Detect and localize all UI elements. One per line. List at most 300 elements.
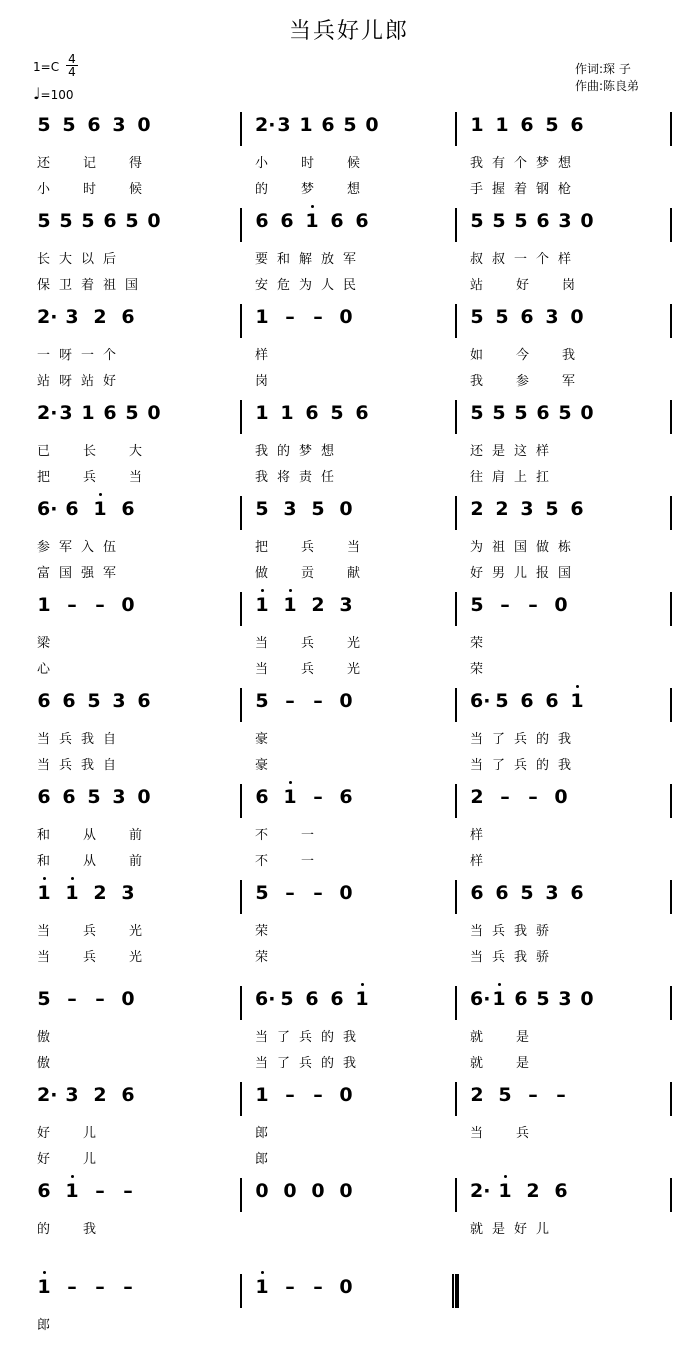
- note: 0: [121, 594, 135, 616]
- note: 6: [103, 210, 117, 232]
- bar-line: [455, 880, 457, 914]
- note: 6: [339, 786, 353, 808]
- bar-line: [670, 880, 672, 914]
- note: 0: [580, 988, 594, 1010]
- lyric-syllable: 我: [558, 758, 572, 773]
- note: 6: [520, 690, 534, 712]
- lyric-syllable: 兵: [299, 1056, 313, 1071]
- note: 1: [255, 1084, 269, 1106]
- note: 6·: [255, 988, 276, 1010]
- lyric-syllable: 个: [514, 156, 528, 171]
- lyric-syllable: 栋: [558, 540, 572, 555]
- high-octave-dot: [71, 877, 74, 880]
- lyric-syllable: 以: [81, 252, 95, 267]
- note: 6: [570, 114, 584, 136]
- lyric-syllable: 样: [255, 348, 269, 363]
- note: 3: [558, 988, 572, 1010]
- lyric-syllable: 人: [321, 278, 335, 293]
- lyric-syllable: 荣: [470, 662, 484, 677]
- note: 5: [125, 210, 139, 232]
- time-signature: [66, 53, 78, 78]
- lyric-syllable: 当: [37, 758, 51, 773]
- note: 6: [570, 882, 584, 904]
- bar-line: [455, 112, 457, 146]
- bar-line: [670, 592, 672, 626]
- lyric-syllable: 傲: [37, 1030, 51, 1045]
- bar-line: [240, 1178, 242, 1212]
- lyric-syllable: 报: [536, 566, 550, 581]
- lyric-syllable: 国: [558, 566, 572, 581]
- lyric-syllable: 了: [492, 732, 506, 747]
- lyric-syllable: 光: [347, 662, 361, 677]
- bar-line: [455, 1178, 457, 1212]
- note: 0: [311, 1180, 325, 1202]
- lyric-syllable: 大: [59, 252, 73, 267]
- lyric-syllable: 样: [470, 854, 484, 869]
- key-signature: 1=C: [33, 60, 60, 74]
- lyric-syllable: 国: [59, 566, 73, 581]
- lyric-syllable: 好: [103, 374, 117, 389]
- bar-line: [670, 496, 672, 530]
- score-system: [0, 1082, 698, 1178]
- lyric-syllable: 得: [129, 156, 143, 171]
- lyric-syllable: 荣: [470, 636, 484, 651]
- high-octave-dot: [289, 781, 292, 784]
- note: 6: [330, 210, 344, 232]
- note: 5: [255, 882, 269, 904]
- note: 5: [62, 114, 76, 136]
- note: 1: [37, 594, 51, 616]
- bar-line: [455, 208, 457, 242]
- lyric-syllable: 是: [516, 1056, 530, 1071]
- lyric-syllable: 当: [470, 758, 484, 773]
- score-system: [0, 496, 698, 592]
- note: 1: [93, 498, 107, 520]
- lyric-syllable: 富: [37, 566, 51, 581]
- note: 1: [255, 1276, 269, 1298]
- high-octave-dot: [43, 1271, 46, 1274]
- lyric-syllable: 当: [255, 662, 269, 677]
- lyric-syllable: 长: [37, 252, 51, 267]
- lyric-syllable: 着: [81, 278, 95, 293]
- note: 2: [93, 306, 107, 328]
- bar-line: [455, 496, 457, 530]
- lyric-syllable: 扛: [536, 470, 550, 485]
- note: 0: [283, 1180, 297, 1202]
- score-system: [0, 400, 698, 496]
- note: 6·: [470, 988, 491, 1010]
- lyric-syllable: 自: [103, 732, 117, 747]
- lyric-syllable: 入: [81, 540, 95, 555]
- note: 1: [280, 402, 294, 424]
- note: 6: [330, 988, 344, 1010]
- high-octave-dot: [71, 1175, 74, 1178]
- time-denominator: 4: [66, 65, 78, 78]
- note: 6: [514, 988, 528, 1010]
- note: 5: [492, 402, 506, 424]
- note: 6: [37, 786, 51, 808]
- lyric-syllable: 就: [470, 1056, 484, 1071]
- lyric-syllable: 就: [470, 1222, 484, 1237]
- lyric-syllable: 想: [558, 156, 572, 171]
- bar-line: [455, 1082, 457, 1116]
- score-system: [0, 688, 698, 784]
- high-octave-dot: [504, 1175, 507, 1178]
- note: –: [556, 1084, 566, 1106]
- note: 5: [87, 786, 101, 808]
- bar-line: [240, 1274, 242, 1308]
- note: 5: [343, 114, 357, 136]
- note: 6: [536, 210, 550, 232]
- note: 0: [554, 594, 568, 616]
- lyric-syllable: 梦: [299, 444, 313, 459]
- lyric-syllable: 儿: [83, 1152, 97, 1167]
- bar-line: [455, 592, 457, 626]
- bar-line: [670, 208, 672, 242]
- lyric-syllable: 后: [103, 252, 117, 267]
- quarter-note-icon: ♩: [33, 84, 41, 103]
- note: 6: [355, 210, 369, 232]
- note: 5: [311, 498, 325, 520]
- lyric-syllable: 我: [81, 758, 95, 773]
- lyric-syllable: 已: [37, 444, 51, 459]
- lyric-syllable: 当: [37, 924, 51, 939]
- note: 1: [498, 1180, 512, 1202]
- lyric-syllable: 祖: [492, 540, 506, 555]
- lyric-syllable: 如: [470, 348, 484, 363]
- lyric-syllable: 光: [129, 924, 143, 939]
- lyric-syllable: 军: [59, 540, 73, 555]
- lyric-syllable: 当: [255, 1030, 269, 1045]
- lyric-syllable: 参: [37, 540, 51, 555]
- lyric-syllable: 的: [536, 758, 550, 773]
- lyric-syllable: 兵: [83, 950, 97, 965]
- note: 0: [580, 402, 594, 424]
- lyric-syllable: 兵: [301, 636, 315, 651]
- note: 6: [103, 402, 117, 424]
- lyric-syllable: 好: [516, 278, 530, 293]
- note: 5: [558, 402, 572, 424]
- note: 6: [280, 210, 294, 232]
- note: –: [285, 1276, 295, 1298]
- note: –: [95, 1180, 105, 1202]
- note: 0: [121, 988, 135, 1010]
- note: 0: [255, 1180, 269, 1202]
- note: 5: [37, 114, 51, 136]
- lyric-syllable: 叔: [492, 252, 506, 267]
- lyric-syllable: 危: [277, 278, 291, 293]
- lyric-syllable: 国: [125, 278, 139, 293]
- lyric-syllable: 的: [255, 182, 269, 197]
- lyric-syllable: 还: [470, 444, 484, 459]
- note: 0: [339, 306, 353, 328]
- lyric-syllable: 郎: [37, 1318, 51, 1333]
- bar-line: [240, 400, 242, 434]
- lyric-syllable: 握: [492, 182, 506, 197]
- note: 1: [305, 210, 319, 232]
- lyric-syllable: 兵: [301, 540, 315, 555]
- lyric-syllable: 岗: [255, 374, 269, 389]
- bar-line: [240, 688, 242, 722]
- lyric-syllable: 我: [514, 950, 528, 965]
- lyric-syllable: 光: [129, 950, 143, 965]
- final-bar-thin: [452, 1274, 454, 1308]
- note: 1: [495, 114, 509, 136]
- note: 5: [470, 210, 484, 232]
- note: 3: [339, 594, 353, 616]
- lyric-syllable: 当: [470, 1126, 484, 1141]
- note: 5: [37, 210, 51, 232]
- note: 2: [470, 1084, 484, 1106]
- note: 6: [520, 114, 534, 136]
- note: 6: [37, 1180, 51, 1202]
- lyric-syllable: 大: [129, 444, 143, 459]
- note: 3: [121, 882, 135, 904]
- lyric-syllable: 儿: [536, 1222, 550, 1237]
- note: 3: [112, 786, 126, 808]
- note: 2·: [37, 306, 58, 328]
- note: 5: [470, 306, 484, 328]
- lyric-syllable: 兵: [301, 662, 315, 677]
- note: 1: [81, 402, 95, 424]
- bar-line: [240, 304, 242, 338]
- note: 2: [470, 786, 484, 808]
- note: 5: [495, 690, 509, 712]
- lyric-syllable: 梁: [37, 636, 51, 651]
- lyric-syllable: 我: [343, 1056, 357, 1071]
- lyric-syllable: 时: [83, 182, 97, 197]
- lyric-syllable: 我: [558, 732, 572, 747]
- high-octave-dot: [43, 877, 46, 880]
- lyric-syllable: 当: [129, 470, 143, 485]
- lyric-syllable: 我: [255, 444, 269, 459]
- note: 0: [339, 1084, 353, 1106]
- note: 6: [355, 402, 369, 424]
- lyric-syllable: 郎: [255, 1126, 269, 1141]
- note: 3: [65, 1084, 79, 1106]
- lyric-syllable: 想: [321, 444, 335, 459]
- note: 2·: [37, 1084, 58, 1106]
- lyric-syllable: 参: [516, 374, 530, 389]
- high-octave-dot: [498, 983, 501, 986]
- lyric-syllable: 我: [562, 348, 576, 363]
- note: 3: [112, 690, 126, 712]
- final-bar-thick: [456, 1274, 459, 1308]
- lyric-syllable: 我: [83, 1222, 97, 1237]
- tempo-mark: [33, 84, 74, 103]
- lyric-syllable: 为: [470, 540, 484, 555]
- lyric-syllable: 站: [81, 374, 95, 389]
- note: –: [313, 882, 323, 904]
- note: –: [313, 690, 323, 712]
- note: 3: [112, 114, 126, 136]
- note: 1: [299, 114, 313, 136]
- note: 6: [554, 1180, 568, 1202]
- lyric-syllable: 是: [492, 444, 506, 459]
- lyric-syllable: 一: [37, 348, 51, 363]
- score-system: [0, 784, 698, 880]
- lyric-syllable: 民: [343, 278, 357, 293]
- note: –: [95, 988, 105, 1010]
- high-octave-dot: [99, 493, 102, 496]
- note: 6: [62, 786, 76, 808]
- note: 1: [492, 988, 506, 1010]
- note: 0: [137, 114, 151, 136]
- bar-line: [455, 986, 457, 1020]
- lyric-syllable: 当: [470, 950, 484, 965]
- note: 5: [255, 690, 269, 712]
- lyric-syllable: 不: [255, 828, 269, 843]
- lyric-syllable: 和: [37, 854, 51, 869]
- lyric-syllable: 的: [536, 732, 550, 747]
- note: 6: [87, 114, 101, 136]
- note: –: [123, 1180, 133, 1202]
- note: 5: [514, 210, 528, 232]
- note: 5: [520, 882, 534, 904]
- score-system: [0, 1178, 698, 1274]
- lyric-syllable: 傲: [37, 1056, 51, 1071]
- note: –: [67, 988, 77, 1010]
- lyric-syllable: 好: [37, 1126, 51, 1141]
- lyric-syllable: 长: [83, 444, 97, 459]
- note: 5: [495, 306, 509, 328]
- note: 1: [37, 1276, 51, 1298]
- lyric-syllable: 枪: [558, 182, 572, 197]
- note: –: [500, 594, 510, 616]
- note: –: [285, 306, 295, 328]
- lyric-syllable: 男: [492, 566, 506, 581]
- bar-line: [240, 496, 242, 530]
- note: 3: [277, 114, 291, 136]
- note: –: [313, 1276, 323, 1298]
- lyric-syllable: 今: [516, 348, 530, 363]
- note: 5: [59, 210, 73, 232]
- lyric-syllable: 我: [514, 924, 528, 939]
- note: –: [528, 1084, 538, 1106]
- lyric-syllable: 了: [277, 1030, 291, 1045]
- note: 0: [580, 210, 594, 232]
- lyric-syllable: 兵: [83, 924, 97, 939]
- lyric-syllable: 我: [470, 374, 484, 389]
- note: 1: [283, 786, 297, 808]
- lyric-syllable: 从: [83, 828, 97, 843]
- lyric-syllable: 就: [470, 1030, 484, 1045]
- lyric-syllable: 手: [470, 182, 484, 197]
- note: 0: [570, 306, 584, 328]
- note: 6: [65, 498, 79, 520]
- lyric-syllable: 当: [37, 950, 51, 965]
- lyric-syllable: 骄: [536, 924, 550, 939]
- note: 0: [339, 498, 353, 520]
- note: 5: [536, 988, 550, 1010]
- bar-line: [670, 1082, 672, 1116]
- lyric-syllable: 一: [301, 828, 315, 843]
- lyric-syllable: 的: [37, 1222, 51, 1237]
- high-octave-dot: [311, 205, 314, 208]
- lyric-syllable: 光: [347, 636, 361, 651]
- lyric-syllable: 把: [37, 470, 51, 485]
- lyric-syllable: 前: [129, 854, 143, 869]
- lyric-syllable: 着: [514, 182, 528, 197]
- note: 0: [365, 114, 379, 136]
- bar-line: [670, 304, 672, 338]
- lyric-syllable: 保: [37, 278, 51, 293]
- lyric-syllable: 岗: [562, 278, 576, 293]
- lyric-syllable: 兵: [492, 924, 506, 939]
- note: 1: [355, 988, 369, 1010]
- score-system: [0, 304, 698, 400]
- lyric-syllable: 样: [558, 252, 572, 267]
- note: 0: [554, 786, 568, 808]
- tempo-value: =100: [40, 88, 74, 102]
- lyric-syllable: 个: [536, 252, 550, 267]
- bar-line: [670, 1178, 672, 1212]
- note: 0: [147, 402, 161, 424]
- lyric-syllable: 骄: [536, 950, 550, 965]
- lyric-syllable: 兵: [516, 1126, 530, 1141]
- lyric-syllable: 我: [343, 1030, 357, 1045]
- lyric-syllable: 呀: [59, 348, 73, 363]
- lyric-syllable: 儿: [83, 1126, 97, 1141]
- lyricist-credit: 作词:琛 子: [575, 62, 631, 76]
- bar-line: [240, 112, 242, 146]
- lyric-syllable: 上: [514, 470, 528, 485]
- note: 5: [498, 1084, 512, 1106]
- score-system: [0, 986, 698, 1082]
- score-system: [0, 208, 698, 304]
- lyric-syllable: 兵: [492, 950, 506, 965]
- lyric-syllable: 有: [492, 156, 506, 171]
- note: 5: [37, 988, 51, 1010]
- lyric-syllable: 要: [255, 252, 269, 267]
- note: –: [123, 1276, 133, 1298]
- lyric-syllable: 好: [514, 1222, 528, 1237]
- high-octave-dot: [261, 1271, 264, 1274]
- lyric-syllable: 和: [37, 828, 51, 843]
- note: 1: [65, 882, 79, 904]
- lyric-syllable: 好: [470, 566, 484, 581]
- lyric-syllable: 一: [301, 854, 315, 869]
- note: 0: [339, 882, 353, 904]
- bar-line: [455, 400, 457, 434]
- lyric-syllable: 兵: [59, 758, 73, 773]
- bar-line: [670, 986, 672, 1020]
- lyric-syllable: 解: [299, 252, 313, 267]
- note: 1: [65, 1180, 79, 1202]
- note: 6: [305, 988, 319, 1010]
- lyric-syllable: 祖: [103, 278, 117, 293]
- lyric-syllable: 小: [37, 182, 51, 197]
- note: 6: [470, 882, 484, 904]
- lyric-syllable: 前: [129, 828, 143, 843]
- bar-line: [670, 784, 672, 818]
- lyric-syllable: 当: [255, 636, 269, 651]
- note: 6: [121, 498, 135, 520]
- note: 6·: [470, 690, 491, 712]
- note: 6: [570, 498, 584, 520]
- lyric-syllable: 好: [37, 1152, 51, 1167]
- note: 6: [255, 210, 269, 232]
- note: 2: [470, 498, 484, 520]
- lyric-syllable: 从: [83, 854, 97, 869]
- note: 5: [514, 402, 528, 424]
- note: –: [95, 1276, 105, 1298]
- bar-line: [240, 208, 242, 242]
- lyric-syllable: 兵: [299, 1030, 313, 1045]
- lyric-syllable: 责: [299, 470, 313, 485]
- lyric-syllable: 不: [255, 854, 269, 869]
- note: 1: [255, 594, 269, 616]
